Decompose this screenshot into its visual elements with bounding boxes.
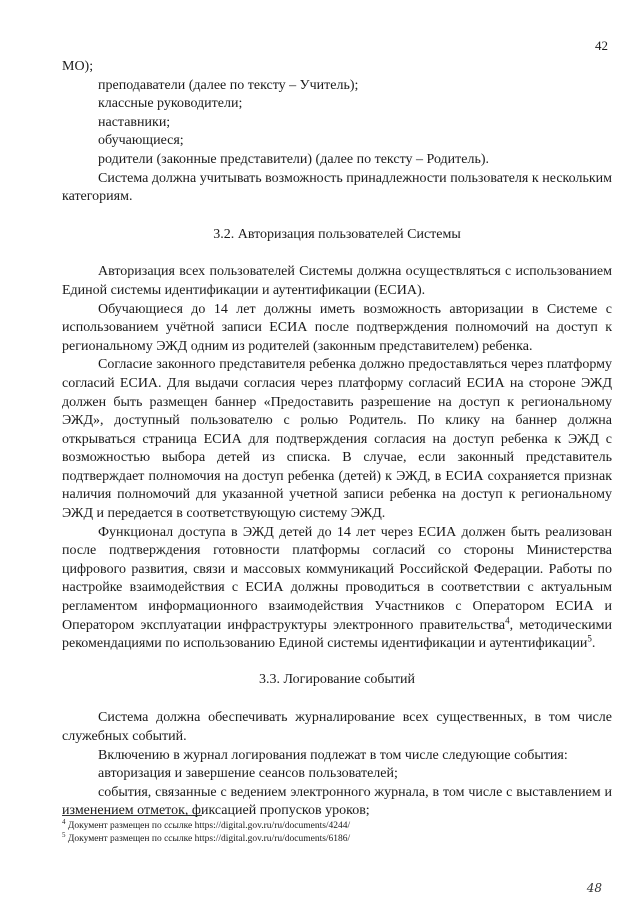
list-item-teachers: преподаватели (далее по тексту – Учитель);: [98, 77, 359, 93]
paragraph-functional-access-text-1: Функционал доступа в ЭЖД детей до 14 лет через ЕСИА должен быть реализован после подтверждения готовности платформы согласий со стороны Министерства цифрового развития, связи и массовых коммуникаций Российской Федерации. Работы по настройке взаимодействия с ЕСИА должны проводиться в соответствии с актуальным регламентом информационного взаимодействия Участников с Оператором ЕСИА и Оператором эксплуатации инфраструктуры электронного правительства: [62, 524, 612, 633]
paragraph-parent-consent: Согласие законного представителя ребенка должно предоставляться через платформу согласий ЕСИА. Для выдачи согласия через платформу согласий ЕСИА на стороне ЭЖД должен быть размещен баннер «Предоставить разрешение на доступ к региональному ЭЖД», доступный пользователю с ролью Родитель. По клику на баннер должна открываться страница ЕСИА для подтверждения согласия на доступ ребенка к ЭЖД с возможностью выбора детей из списка. В случае, если законный представитель подтверждает полномочия на доступ ребенка (детей) к ЭЖД, в ЕСИА сохраняется признак наличия полномочий для указанной учетной записи ребенка на доступ к региональному ЭЖД и передается в соответствующую систему ЭЖД.: [62, 357, 612, 522]
paragraph-log-events-intro: Включению в журнал логирования подлежат в том числе следующие события:: [98, 747, 568, 763]
paragraph-functional-access-text-3: .: [591, 636, 596, 652]
list-item-students: обучающиеся;: [98, 133, 184, 149]
footnote-4: [62, 817, 612, 833]
footnote-text-5: Документ размещен по ссылке https://digital.gov.ru/ru/documents/6186/: [65, 834, 351, 844]
footnote-ref-4: 4: [505, 614, 510, 625]
footnote-5: [62, 830, 612, 846]
section-heading-3-3: 3.3. Логирование событий: [258, 671, 416, 687]
paragraph-logging: Система должна обеспечивать журналирование всех существенных, в том числе служебных событий.: [62, 710, 612, 744]
footnotes: [62, 817, 612, 846]
paragraph-categories: Система должна учитывать возможность принадлежности пользователя к нескольким категориям.: [62, 170, 612, 205]
section-heading-3-2: 3.2. Авторизация пользователей Системы: [213, 226, 461, 242]
list-item-journal-events: события, связанные с ведением электронного журнала, в том числе с выставлением и изменением отметок, фиксацией пропусков уроков;: [62, 784, 612, 819]
list-item-class-leaders: классные руководители;: [98, 96, 243, 112]
handwritten-page-mark: 48: [586, 881, 602, 895]
list-item-mo-tail: МО);: [62, 59, 94, 74]
footnote-number-5: 5: [62, 830, 66, 839]
paragraph-students-under-14: Обучающиеся до 14 лет должны иметь возможность авторизации в Системе с использованием учётной записи ЕСИА после подтверждения полномочий на доступ к региональному ЭЖД одним из родителей (законным представителем) ребенка.: [62, 301, 612, 354]
list-item-auth-sessions: авторизация и завершение сеансов пользователей;: [98, 766, 398, 782]
page-number: 42: [595, 38, 608, 53]
footnote-ref-5: 5: [587, 633, 592, 644]
footnote-text-4: Документ размещен по ссылке https://digital.gov.ru/ru/documents/4244/: [65, 821, 351, 831]
list-item-parents: родители (законные представители) (далее по тексту – Родитель).: [98, 151, 490, 167]
paragraph-authorization-esia: Авторизация всех пользователей Системы должна осуществляться с использованием Единой системы идентификации и аутентификации (ЕСИА).: [62, 264, 612, 298]
footnote-number-4: 4: [62, 817, 66, 826]
main-text: [62, 58, 612, 821]
footnote-divider: [62, 815, 202, 816]
list-item-mentors: наставники;: [98, 114, 171, 130]
paragraph-functional-access-text-2: , методическими рекомендациями по использованию Единой системы идентификации и аутентификации: [62, 617, 613, 652]
paragraph-functional-access: [62, 524, 612, 654]
